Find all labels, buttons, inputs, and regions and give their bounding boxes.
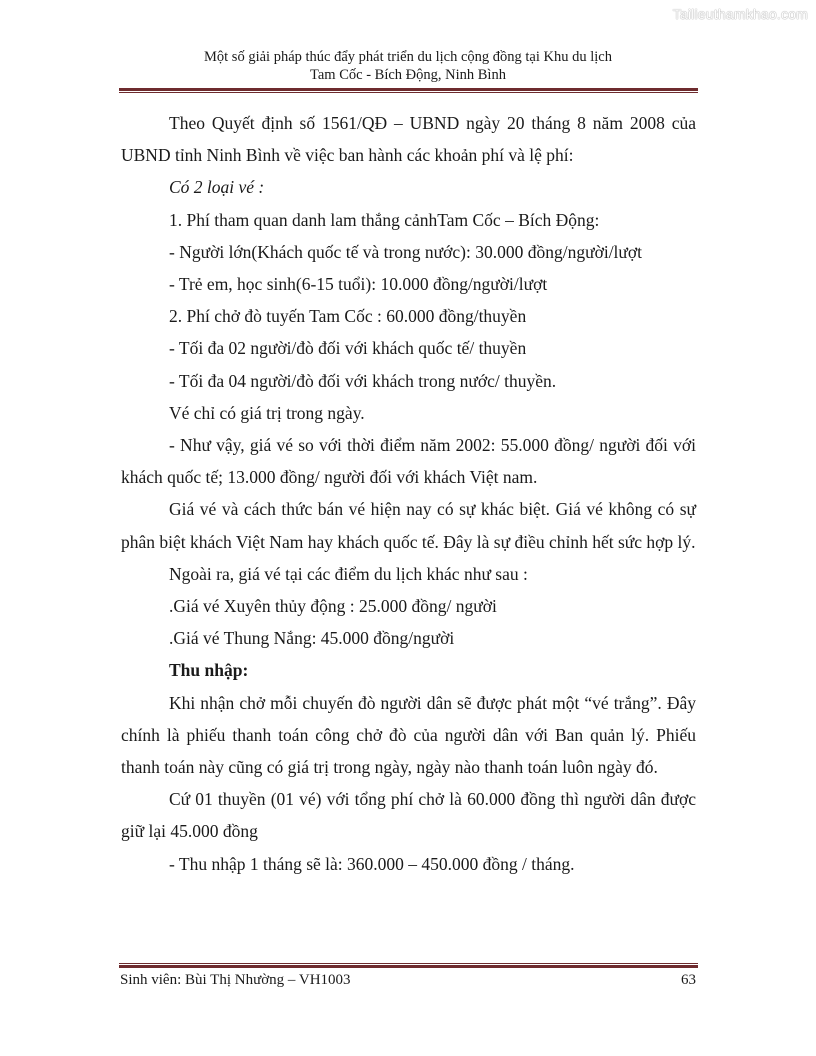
paragraph-validity: Vé chỉ có giá trị trong ngày.: [169, 402, 365, 423]
list-item-boat-fee: 2. Phí chở đò tuyến Tam Cốc : 60.000 đồng/thuyền: [169, 306, 527, 327]
document-body: [121, 107, 696, 880]
page-footer: [120, 972, 696, 989]
list-item-xuyen-thuy-dong: .Giá vé Xuyên thủy động : 25.000 đồng/ người: [169, 596, 497, 617]
paragraph-monthly-income: - Thu nhập 1 tháng sẽ là: 360.000 – 450.000 đồng / tháng.: [169, 853, 575, 874]
page-number: 63: [681, 972, 696, 988]
footer-author: Sinh viên: Bùi Thị Nhường – VH1003: [120, 972, 351, 988]
list-item-thung-nang: .Giá vé Thung Nắng: 45.000 đồng/người: [169, 628, 455, 649]
list-item-intl-limit: - Tối đa 02 người/đò đối với khách quốc tế/ thuyền: [169, 338, 527, 359]
header-title-line-1: Một số giải pháp thúc đẩy phát triển du lịch cộng đồng tại Khu du lịch: [204, 49, 612, 65]
watermark-text: Tailieuthamkhao.com: [672, 6, 808, 22]
header-divider: [119, 88, 698, 93]
paragraph-white-ticket: Khi nhận chở mỗi chuyến đò người dân sẽ được phát một “vé trắng”. Đây chính là phiếu thanh toán công chở đò của người dân với Ban quản lý. Phiếu thanh toán này cũng có giá trị trong ngày, ngày nào thanh toán luôn ngày đó.: [121, 692, 696, 778]
list-item-child-fee: - Trẻ em, học sinh(6-15 tuổi): 10.000 đồng/người/lượt: [169, 274, 548, 295]
section-heading-income: Thu nhập:: [169, 660, 249, 681]
footer-divider: [119, 963, 698, 968]
paragraph-decision: Theo Quyết định số 1561/QĐ – UBND ngày 20 tháng 8 năm 2008 của UBND tỉnh Ninh Bình về việc ban hành các khoản phí và lệ phí:: [121, 113, 696, 166]
paragraph-boat-income: Cứ 01 thuyền (01 vé) với tổng phí chở là 60.000 đồng thì người dân được giữ lại 45.000 đồng: [121, 789, 696, 842]
header-title-line-2: Tam Cốc - Bích Động, Ninh Bình: [310, 67, 506, 83]
page-header: [120, 48, 696, 84]
paragraph-price-difference: Giá vé và cách thức bán vé hiện nay có sự khác biệt. Giá vé không có sự phân biệt khách Việt Nam hay khách quốc tế. Đây là sự điều chỉnh hết sức hợp lý.: [121, 499, 696, 552]
list-item-sightseeing-fee: 1. Phí tham quan danh lam thắng cảnhTam Cốc – Bích Động:: [169, 209, 600, 230]
paragraph-ticket-types: Có 2 loại vé :: [169, 177, 265, 198]
list-item-adult-fee: - Người lớn(Khách quốc tế và trong nước): 30.000 đồng/người/lượt: [169, 241, 643, 262]
list-item-domestic-limit: - Tối đa 04 người/đò đối với khách trong nước/ thuyền.: [169, 370, 557, 391]
paragraph-price-comparison: - Như vậy, giá vé so với thời điểm năm 2002: 55.000 đồng/ người đối với khách quốc tế; 13.000 đồng/ người đối với khách Việt nam.: [121, 435, 696, 488]
paragraph-other-prices: Ngoài ra, giá vé tại các điểm du lịch khác như sau :: [169, 563, 528, 584]
